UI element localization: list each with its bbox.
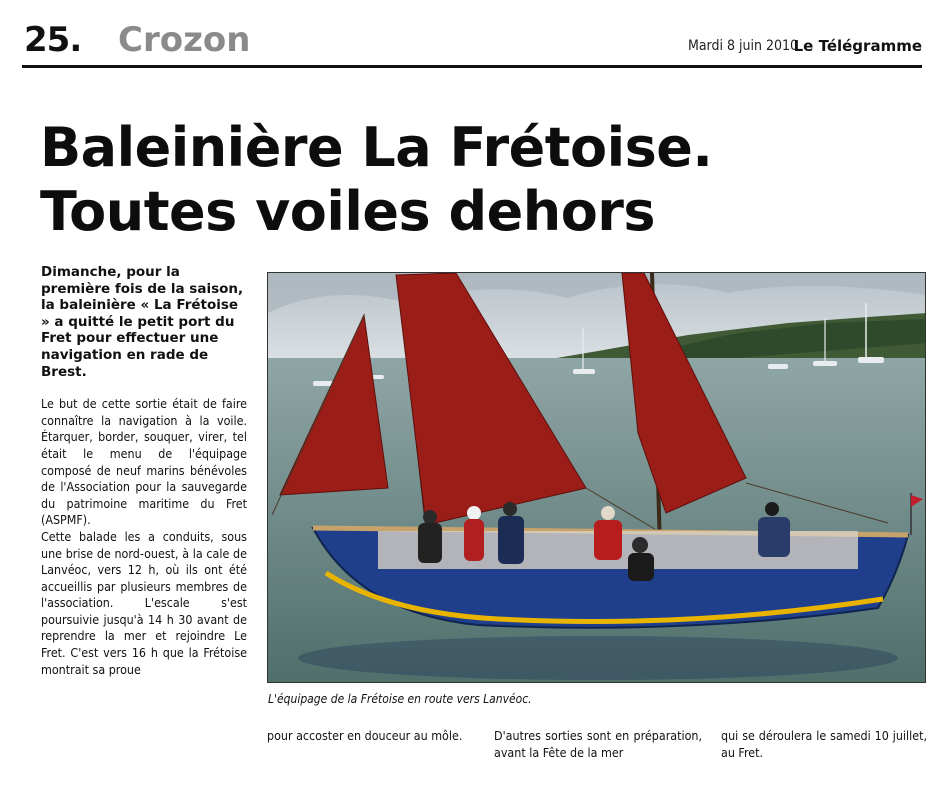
reflection [298, 636, 898, 680]
headline [40, 116, 900, 244]
header-rule [22, 65, 922, 68]
headline-line-2: Toutes voiles dehors [40, 180, 656, 243]
newspaper-name: Le Télégramme [793, 37, 922, 55]
left-column [41, 264, 247, 678]
article-column-2: pour accoster en douceur au môle. [267, 728, 463, 743]
photo-caption: L'équipage de la Frétoise en route vers Lanvéoc. [268, 692, 532, 706]
article-paragraph-2: Cette balade les a conduits, sous une brise de nord-ouest, à la cale de Lanvéoc, vers 12 h, où ils ont été accueillis par plusieurs membres de l'association. L'escale s'est poursuivie jusqu'à 14 h 30 avant de reprendre la mer et rejoindre Le Fret. C'est vers 16 h que la Frétoise montrait sa proue [41, 528, 247, 677]
article-column-4: qui se déroulera le samedi 10 juillet, au Fret. [721, 728, 927, 760]
article-paragraph-1: Le but de cette sortie était de faire connaître la navigation à la voile. Étarquer, border, souquer, virer, tel était le menu de l'équipage composé de neuf marins bénévoles de l'Association pour la sauvegarde du patrimoine maritime du Fret (ASPMF). [41, 396, 247, 528]
headline-line-1: Baleinière La Frétoise. [40, 116, 713, 179]
article-column-3: D'autres sorties sont en préparation, avant la Fête de la mer [494, 728, 702, 760]
page-number: 25. [24, 20, 82, 60]
section-title: Crozon [118, 20, 251, 60]
article-photo [267, 272, 926, 683]
publication-date: Mardi 8 juin 2010 [687, 38, 798, 54]
sailboat-illustration [268, 273, 926, 683]
page-header [22, 20, 922, 68]
article-lead: Dimanche, pour la première fois de la saison, la baleinière « La Frétoise » a quitté le petit port du Fret pour effectuer une navigation en rade de Brest. [41, 264, 244, 380]
